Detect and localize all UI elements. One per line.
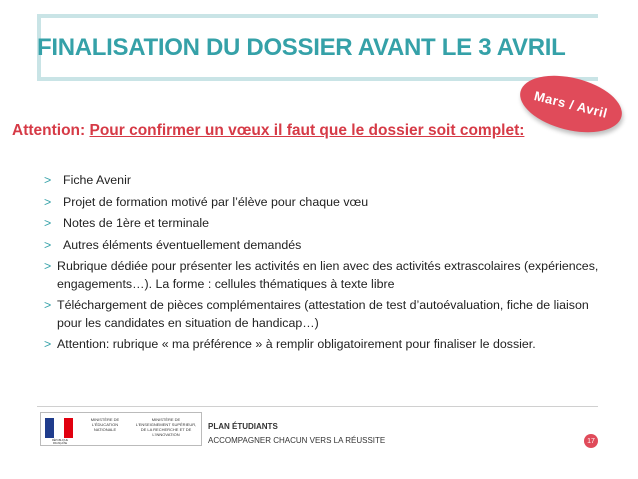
footer-tagline: ACCOMPAGNER CHACUN VERS LA RÉUSSITE xyxy=(208,436,386,445)
ministry-logo xyxy=(40,412,202,446)
logo-republique: RÉPUBLIQUE FRANÇAISE xyxy=(51,439,69,445)
chevron-right-icon: > xyxy=(44,298,52,312)
chevron-right-icon: > xyxy=(44,173,52,187)
french-flag-icon xyxy=(45,418,73,438)
list-item-text: Notes de 1ère et terminale xyxy=(63,216,210,230)
list-item-text: Téléchargement de pièces complémentaires (attestation de test d’autoévaluation, fiche de liaison pour les candidates en situation de handicap…) xyxy=(57,298,589,330)
list-item xyxy=(44,172,604,190)
chevron-right-icon: > xyxy=(44,216,52,230)
attention-heading xyxy=(12,122,524,140)
list-item-text: Autres éléments éventuellement demandés xyxy=(63,237,302,252)
top-rule xyxy=(37,14,598,18)
date-badge-label: Mars / Avril xyxy=(532,87,610,121)
list-item xyxy=(44,336,604,354)
chevron-right-icon: > xyxy=(44,237,52,252)
list-item-text: Fiche Avenir xyxy=(63,173,131,187)
list-item-text: Attention: rubrique « ma préférence » à remplir obligatoirement pour finaliser le dossier. xyxy=(57,337,536,351)
list-item-text: Projet de formation motivé par l’élève pour chaque vœu xyxy=(63,194,369,209)
footer-rule xyxy=(37,406,598,407)
attention-text: Pour confirmer un vœux il faut que le dossier soit complet: xyxy=(89,122,525,139)
list-item-text: Rubrique dédiée pour présenter les activités en lien avec des activités extrascolaires (expériences, engagements…). La forme : cellules thématiques à texte libre xyxy=(57,259,599,291)
list-item xyxy=(44,237,604,255)
chevron-right-icon: > xyxy=(44,259,52,273)
chevron-right-icon: > xyxy=(44,337,52,351)
title-underline xyxy=(37,77,598,81)
slide-title: FINALISATION DU DOSSIER AVANT LE 3 AVRIL xyxy=(37,34,566,61)
list-item xyxy=(44,194,604,212)
logo-ministere-enseignement: MINISTÈRE DE L'ENSEIGNEMENT SUPÉRIEUR, DE LA RECHERCHE ET DE L'INNOVATION xyxy=(135,417,197,437)
chevron-right-icon: > xyxy=(44,194,52,209)
requirements-list xyxy=(44,172,604,358)
list-item xyxy=(44,215,604,233)
logo-ministere-education: MINISTÈRE DE L'ÉDUCATION NATIONALE xyxy=(90,417,120,432)
page-number: 17 xyxy=(584,434,598,448)
footer-plan: PLAN ÉTUDIANTS xyxy=(208,422,278,431)
attention-prefix: Attention: xyxy=(12,122,90,139)
list-item xyxy=(44,297,604,332)
list-item xyxy=(44,258,604,293)
